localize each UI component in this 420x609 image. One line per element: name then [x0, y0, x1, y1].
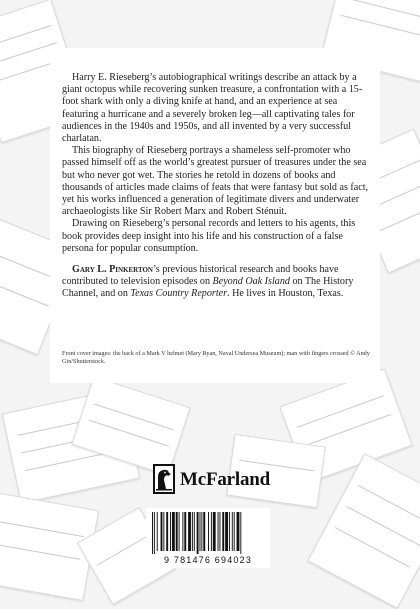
barcode-bar: [166, 512, 168, 551]
tv-show-title-1: Beyond Oak Island: [212, 276, 290, 288]
barcode-bar: [176, 512, 178, 551]
blurb-paragraph-2: This biography of Rieseberg portrays a shameless self-promoter who passed himself off as the world’s greatest pursuer of treasures under the sea but who never got wet. The stories he retold in dozens of books and thousands of articles made claims of feats that were fantasy but sold as fact, yet his works influenced a generation of legitimate divers and underwater archaeologists like Sir Robert Marx and Robert Sténuit.: [62, 145, 369, 218]
barcode-bar: [208, 512, 209, 551]
barcode-bar: [182, 512, 183, 551]
barcode-bar: [179, 512, 180, 551]
barcode-bar: [157, 512, 158, 551]
barcode-bar: [213, 512, 216, 551]
barcode-bar: [232, 512, 233, 551]
back-cover-text: [62, 72, 376, 301]
publisher-name: McFarland: [180, 469, 271, 490]
author-bio-text-1: ’s previous historical research and books have contributed to television episodes on: [62, 264, 339, 288]
barcode-bar: [161, 512, 163, 551]
barcode-bar: [203, 512, 205, 551]
publisher-mark: [152, 463, 282, 497]
author-name: Gary L. Pinkerton: [72, 264, 153, 276]
cover-credits: Front cover images: the back of a Mark V helmet (Mary Ryan, Naval Undersea Museum); man with fingers crossed © Andy Gin/Shutterstock.: [62, 350, 370, 365]
barcode-bars: [150, 512, 266, 554]
barcode-bar: [192, 512, 193, 551]
barcode-bar: [194, 512, 195, 551]
barcode-bar: [240, 512, 241, 554]
barcode-bar: [222, 512, 224, 551]
barcode-bar: [229, 512, 230, 551]
mcfarland-pelican-logo-icon: [152, 463, 176, 495]
barcode-bar: [218, 512, 219, 551]
isbn-barcode: [146, 508, 270, 568]
barcode-bar: [184, 512, 186, 551]
blurb-paragraph-3: Drawing on Rieseberg’s personal records and letters to his agents, this book provides deep insight into his life and his construction of a false persona for popular consumption.: [62, 218, 356, 254]
barcode-bar: [170, 512, 171, 551]
author-bio: [62, 264, 376, 301]
barcode-bar: [188, 512, 191, 551]
barcode-bar: [200, 512, 201, 551]
blurb-paragraph-1: Harry E. Rieseberg’s autobiographical writings describe an attack by a giant octopus while recovering sunken treasure, a confrontation with a 15-foot shark with only a diving knife at hand, and an experience at sea featuring a hurricane and a severely broken leg—all captivating tales for audiences in the 1940s and 1950s, and all invented by a very successful charlatan.: [62, 72, 363, 145]
author-bio-text-2: on The History Channel, and on: [62, 276, 354, 300]
barcode-bar: [154, 512, 155, 554]
barcode-bar: [172, 512, 175, 551]
barcode-bar: [237, 512, 240, 551]
barcode-bar: [152, 512, 153, 554]
barcode-bar: [211, 512, 212, 551]
barcode-number: 9 781476 694023: [163, 555, 253, 565]
barcode-bar: [219, 512, 220, 551]
barcode-bar: [234, 512, 235, 551]
tv-show-title-2: Texas Country Reporter: [130, 288, 228, 300]
barcode-bar: [201, 512, 202, 551]
barcode-bar: [163, 512, 164, 551]
barcode-bar: [197, 512, 199, 554]
author-bio-text-3: . He lives in Houston, Texas.: [227, 288, 344, 300]
barcode-bar: [225, 512, 228, 551]
